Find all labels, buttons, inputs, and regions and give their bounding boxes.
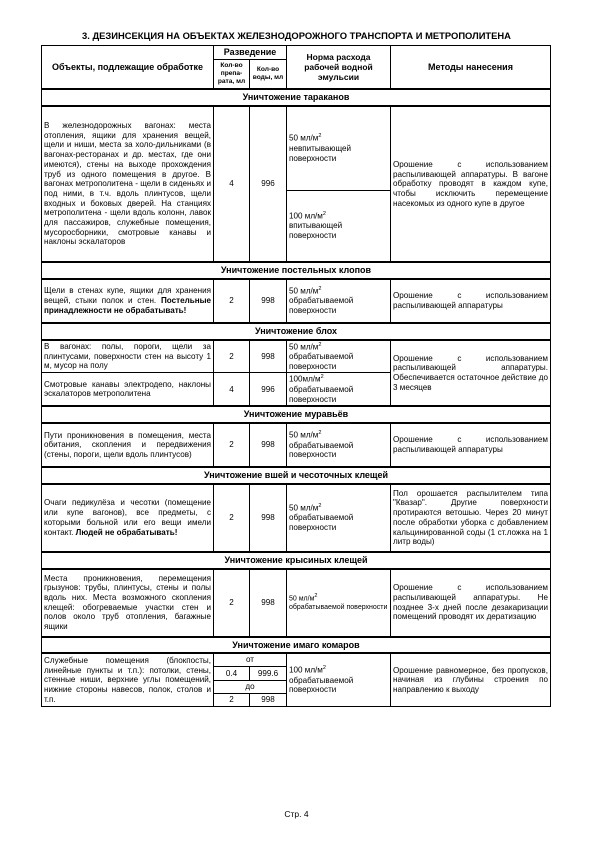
flea-prep-2: 4 [214, 373, 250, 406]
mosquito-object: Служебные помещения (блокпосты, линейные пункты и т.п.): потолки, стены, стенные ниши, верхние углы помещений, нижние стороны навесов, полок, столов и т.п. [42, 653, 214, 706]
header-dilution: Разведение [214, 46, 287, 60]
ant-method: Орошение с использованием распыливающей аппаратуры [391, 423, 551, 467]
flea-water-1: 998 [250, 340, 287, 373]
section-lice: Уничтожение вшей и чесоточных клещей [42, 467, 551, 484]
cockroach-prep: 4 [214, 106, 250, 262]
mosquito-water-2: 998 [250, 693, 287, 706]
section-ratmite: Уничтожение крысиных клещей [42, 552, 551, 569]
cockroach-method: Орошение с использованием распыливающей аппаратуры. В вагоне обработку проводят в каждом купе, чтобы исключить перемещение насекомых из одного купе в другое [391, 106, 551, 262]
header-methods: Методы нанесения [391, 46, 551, 90]
ant-water: 998 [250, 423, 287, 467]
bedbug-prep: 2 [214, 279, 250, 323]
bedbug-object: Щели в стенах купе, ящики для хранения вещей, стыки полок и стен. Постельные принадлежности не обрабатывать! [42, 279, 214, 323]
ratmite-object: Места проникновения, перемещения грызунов: трубы, плинтусы, стены и полы вдоль них. Места возможного скопления клещей: обогреваемые участки стен и полов около труб отопления, багажные ящики [42, 569, 214, 637]
flea-norm-1: 50 $мл/м^2$ обрабатываемой поверхности [287, 340, 391, 373]
ant-prep: 2 [214, 423, 250, 467]
lice-water: 998 [250, 484, 287, 552]
section-flea: Уничтожение блох [42, 323, 551, 340]
flea-object-2: Смотровые канавы электродепо, наклоны эскалаторов метрополитена [42, 373, 214, 406]
section-mosquito: Уничтожение имаго комаров [42, 637, 551, 654]
lice-norm: 50 $мл/м^2$ обрабатываемой поверхности [287, 484, 391, 552]
ratmite-water: 998 [250, 569, 287, 637]
header-water: Кол-во воды, мл [250, 59, 287, 89]
bedbug-method: Орошение с использованием распыливающей аппаратуры [391, 279, 551, 323]
flea-water-2: 996 [250, 373, 287, 406]
lice-object: Очаги педикулёза и чесотки (помещение или купе вагонов), все предметы, с которыми больной или его вещи имели контакт. Людей не обрабатывать! [42, 484, 214, 552]
cockroach-object: В железнодорожных вагонах: места отопления, ящики для хранения вещей, щели и ниши, места за холо-дильниками (в вагонах-ресторанах и др. местах, где они имеются), стены на выходе прохождения труб из одного помещения в другое. В вагонах метрополитена - щели в сиденьях и под ними, в т.ч. вдоль плинтусов, щели входных и боковых дверей. На станциях метрополитена - щели вдоль колонн, лавок для пассажиров, служебные помещения, мусоросборники, смотровые канавы и наклоны эскалаторов [42, 106, 214, 262]
flea-object-1: В вагонах: полы, пороги, щели за плинтусами, поверхности стен на высоту 1 м, мусор на полу [42, 340, 214, 373]
flea-norm-2: $100мл/м^2$ обрабатываемой поверхности [287, 373, 391, 406]
ratmite-method: Орошение с использованием распыливающей аппаратуры. Не позднее 3-х дней после дезакаризации помещений проводят их дератизацию [391, 569, 551, 637]
lice-method: Пол орошается распылителем типа "Квазар". Другие поверхности протираются ветошью. Через 20 минут после обработки уборка с добавлением кальцинированной соды (1 ст.ложка на 1 литр воды) [391, 484, 551, 552]
disinsection-table [41, 45, 551, 707]
mosquito-prep-1: 0.4 [214, 667, 250, 681]
cockroach-water: 996 [250, 106, 287, 262]
ratmite-prep: 2 [214, 569, 250, 637]
bedbug-water: 998 [250, 279, 287, 323]
mosquito-prep-2: 2 [214, 693, 250, 706]
page-title: 3. ДЕЗИНСЕКЦИЯ НА ОБЪЕКТАХ ЖЕЛЕЗНОДОРОЖНОГО ТРАНСПОРТА И МЕТРОПОЛИТЕНА [82, 30, 511, 41]
section-ant: Уничтожение муравьёв [42, 406, 551, 423]
flea-prep-1: 2 [214, 340, 250, 373]
mosquito-to: до [214, 681, 287, 694]
mosquito-method: Орошение равномерное, без пропусков, начиная из глубины строения по направлению к выходу [391, 653, 551, 706]
mosquito-from: от [214, 653, 287, 666]
cockroach-norm1: 50 $мл/м^2$ невпитывающей поверхности [287, 106, 391, 190]
mosquito-water-1: 999.6 [250, 667, 287, 681]
cockroach-norm2: 100 $мл/м^2$ впитывающей поверхности [287, 190, 391, 262]
ratmite-norm: 50 $мл/м^2$ обрабатываемой поверхности [287, 569, 391, 637]
lice-prep: 2 [214, 484, 250, 552]
page-number: Стр. 4 [284, 809, 309, 819]
mosquito-norm: 100 $мл/м^2$ обрабатываемой поверхности [287, 653, 391, 706]
section-bedbug: Уничтожение постельных клопов [42, 262, 551, 279]
header-norm: Норма расхода рабочей водной эмульсии [287, 46, 391, 90]
header-prep: Кол-во препа-рата, мл [214, 59, 250, 89]
bedbug-norm: 50 $мл/м^2$ обрабатываемой поверхности [287, 279, 391, 323]
ant-norm: 50 $мл/м^2$ обрабатываемой поверхности [287, 423, 391, 467]
flea-method: Орошение с использованием распыливающей аппаратуры. Обеспечивается остаточное действие до 3 месяцев [391, 340, 551, 407]
ant-object: Пути проникновения в помещения, места обитания, скопления и передвижения (стены, пороги, щели вдоль плинтусов) [42, 423, 214, 467]
section-cockroach: Уничтожение тараканов [42, 89, 551, 106]
header-objects: Объекты, подлежащие обработке [42, 46, 214, 90]
